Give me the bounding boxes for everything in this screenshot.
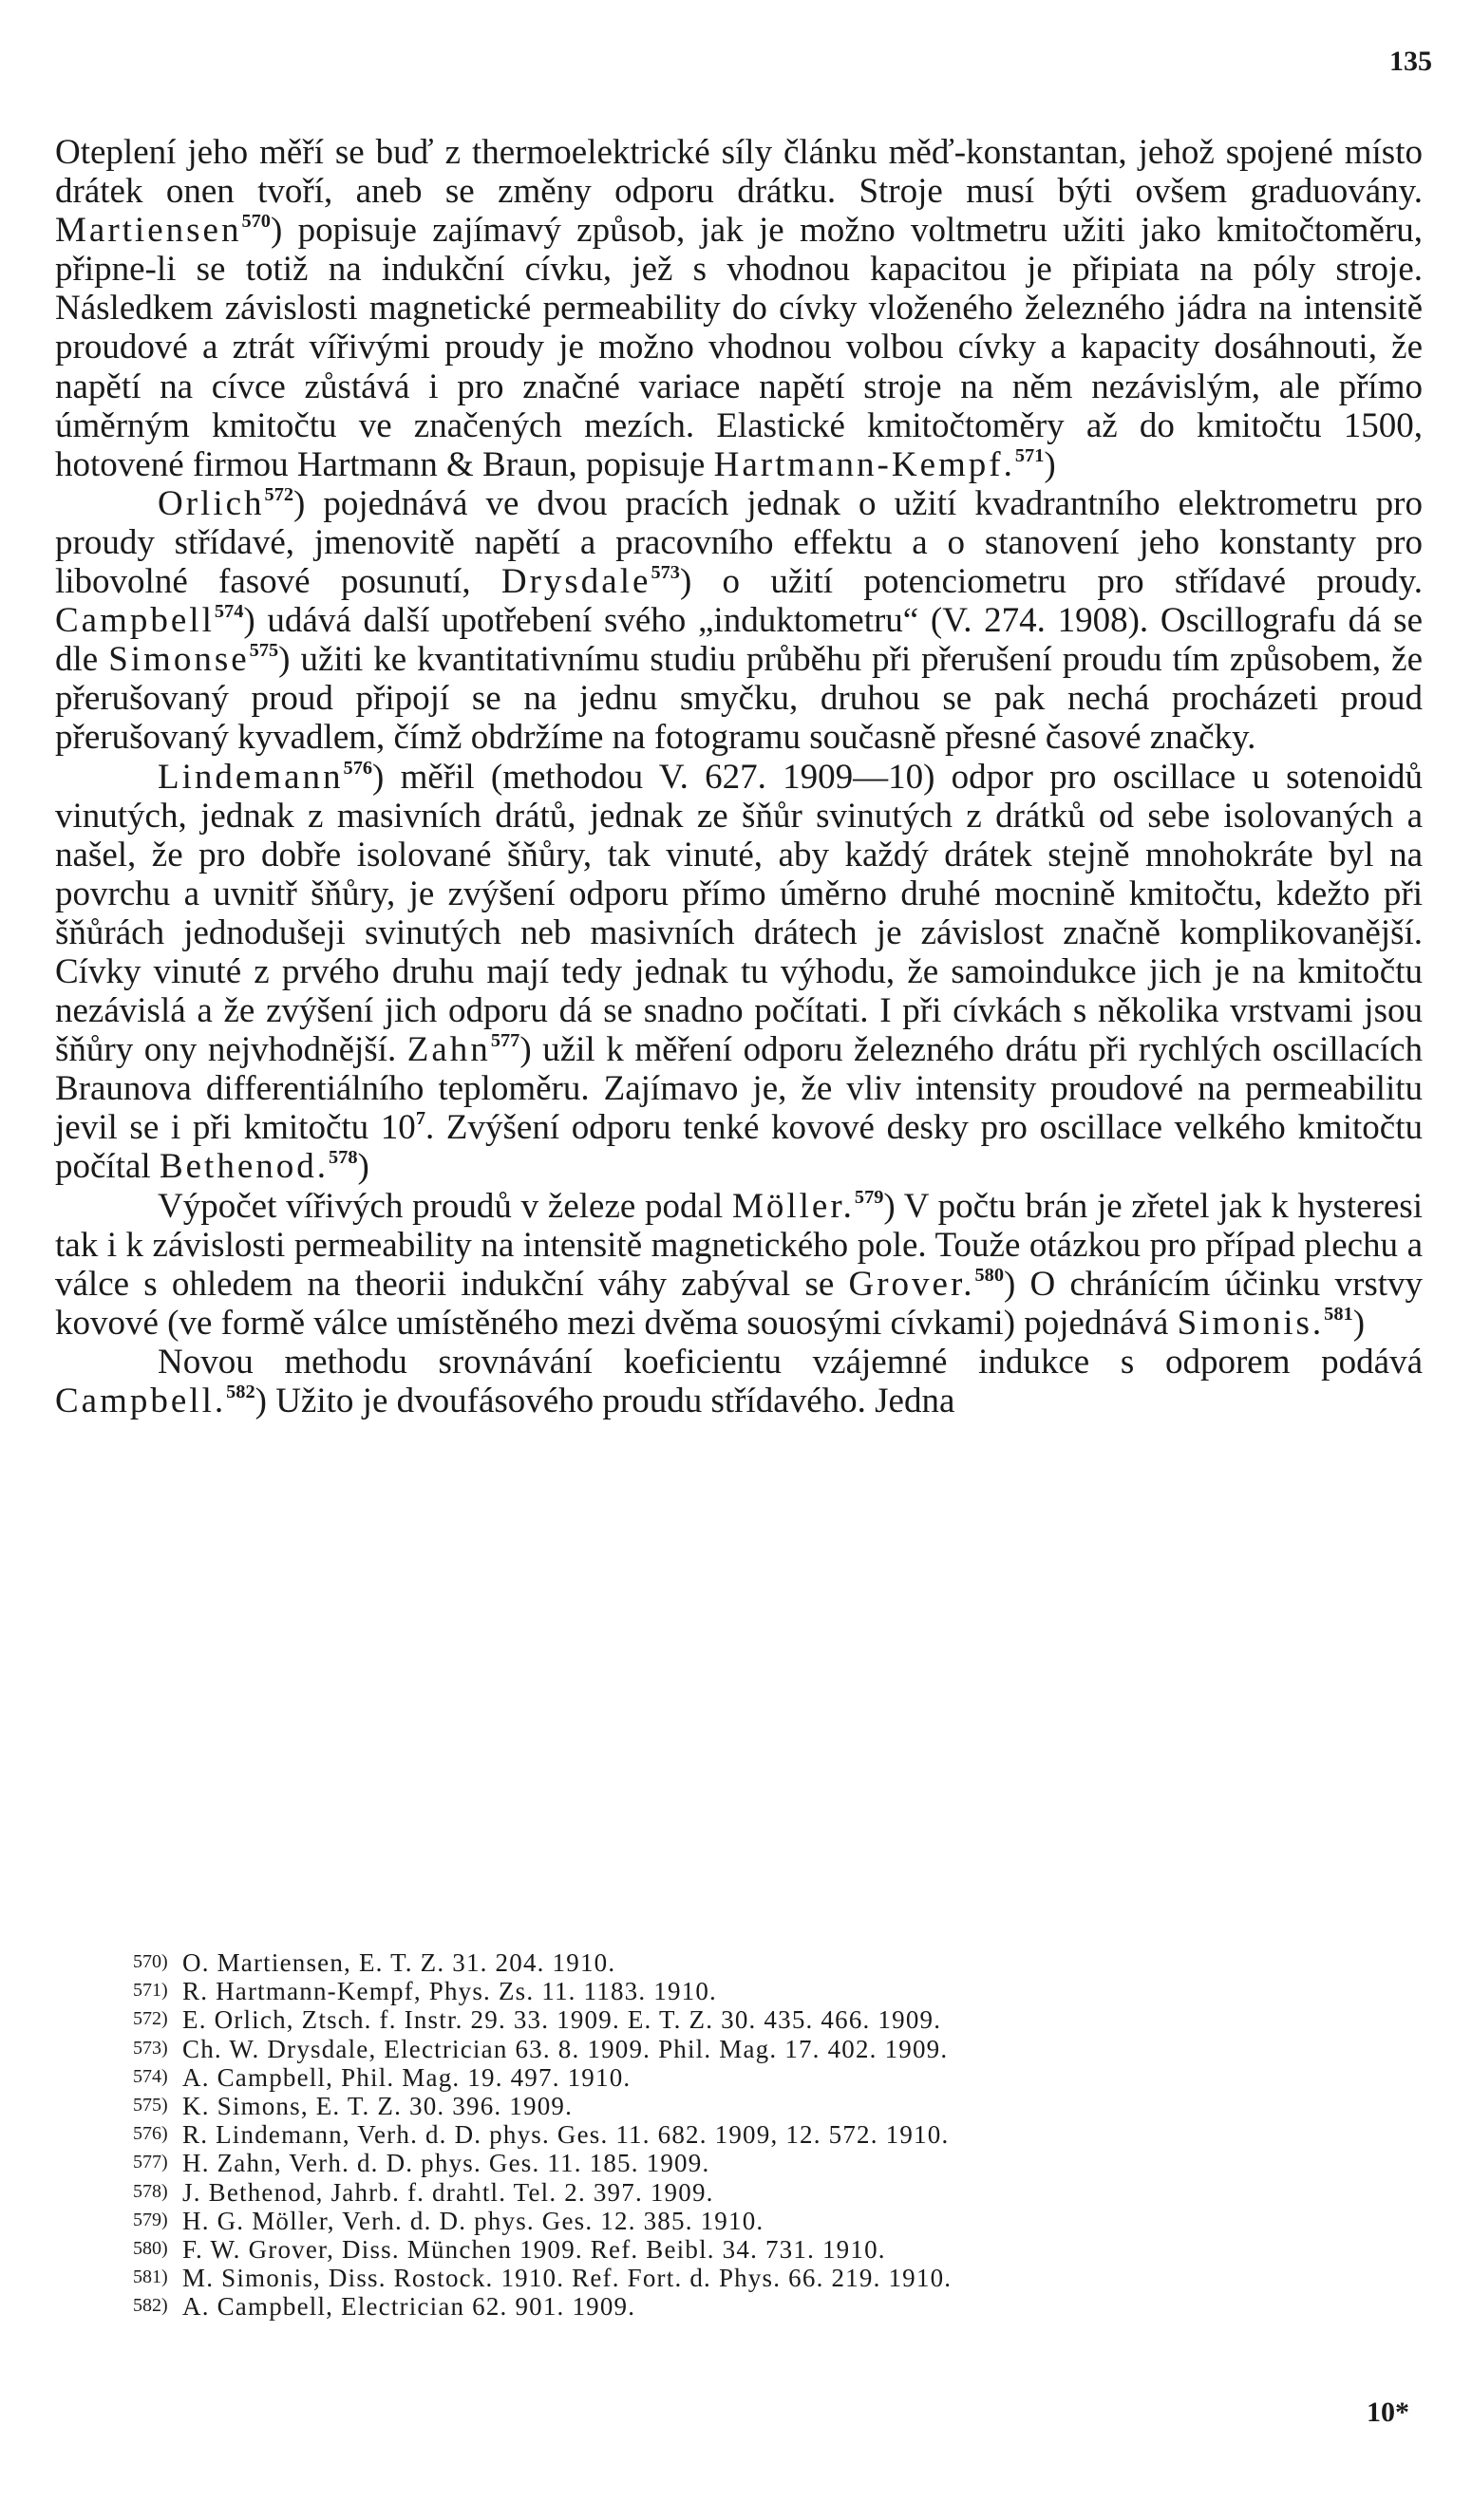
footnote	[133, 2292, 1425, 2321]
footnote-text: A. Campbell, Electrician 62. 901. 1909.	[182, 2292, 636, 2322]
footnote	[133, 2235, 1425, 2264]
footnote-ref: 581	[1324, 1303, 1353, 1325]
author-name: Drysdale	[500, 562, 651, 602]
text-run: ) popisuje zajímavý způsob, jak je možno voltmetru užiti jako kmitočtoměru, připne-li se totiž na indukční cívku, jež s vhodnou kapacitou je připiata na póly stroje. Následkem závislosti magnetické permeability do cívky vloženého železného jádra na intensitě proudové a ztrát vířivými proudy je možno vhodnou volbou cívky a kapacity dosáhnouti, že napětí na cívce zůstává i pro značné variace napětí stroje na něm nezávislým, ale přímo úměrným kmitočtu ve značených mezích. Elastické kmitočtoměry až do kmitočtu 1500, hotovené firmou Hartmann & Braun, popisuje	[55, 211, 1423, 484]
footnote	[133, 2063, 1425, 2092]
author-name: Grover.	[848, 1264, 975, 1304]
footnote-ref: 579	[854, 1186, 884, 1208]
footnote	[133, 2149, 1425, 2177]
author-name: Simonis.	[1177, 1303, 1325, 1343]
footnote-text: J. Bethenod, Jahrb. f. drahtl. Tel. 2. 397. 1909.	[182, 2177, 714, 2207]
footnote	[133, 2005, 1425, 2034]
text-run: ) Užito je dvoufásového proudu střídavého. Jedna	[255, 1382, 955, 1420]
footnote-text: O. Martiensen, E. T. Z. 31. 204. 1910.	[182, 1948, 616, 1977]
footnote-number: 572)	[133, 2008, 168, 2030]
footnote-number: 571)	[133, 1980, 168, 2002]
footnote-number: 570)	[133, 1951, 168, 1972]
text-run: ) užil k měření odporu železného drátu při rychlých oscillacích Braunova differentiálního teploměru. Zajímavo je, že vliv intensity proudové na permeabilitu jevil se i při kmitočtu 10	[55, 1030, 1423, 1148]
text-run: ) udává další upotřebení svého „induktometru“ (V. 274. 1908). Oscillografu dá se dle	[55, 601, 1423, 680]
footnote-text: K. Simons, E. T. Z. 30. 396. 1909.	[182, 2092, 574, 2121]
text-run: Novou methodu srovnávání koeficientu vzájemné indukce s odporem podává	[158, 1342, 1423, 1382]
footnote-number: 576)	[133, 2123, 168, 2145]
text-run: ) užiti ke kvantitativnímu studiu průběhu při přerušení proudu tím způsobem, že přerušovaný proud připojí se na jednu smyčku, druhou se pak nechá procházeti proud přerušovaný kyvadlem, čímž obdržíme na fotogramu současně přesné časové značky.	[55, 640, 1423, 758]
footnote	[133, 2035, 1425, 2063]
text-run: )	[1352, 1303, 1366, 1343]
footnote-ref: 573	[651, 561, 680, 583]
author-name: Zahn	[406, 1030, 491, 1070]
footnote-text: R. Hartmann-Kempf, Phys. Zs. 11. 1183. 1910.	[182, 1977, 718, 2006]
text-run: ) o užití potenciometru pro střídavé proudy.	[679, 562, 1423, 602]
author-name: Campbell.	[55, 1382, 227, 1420]
footnote	[133, 1977, 1425, 2005]
footnote-text: R. Lindemann, Verh. d. D. phys. Ges. 11. 682. 1909, 12. 572. 1910.	[182, 2120, 950, 2150]
footnote-number: 582)	[133, 2295, 168, 2317]
text-run: ) V počtu brán je zřetel jak k hysteresi tak i k závislosti permeability na intensitě magnetického pole. Touže otázkou pro případ plechu a válce s ohledem na theorii indukční váhy zabýval se	[55, 1186, 1423, 1304]
author-name: Hartmann-Kempf.	[713, 444, 1015, 484]
paragraph	[55, 1187, 1423, 1343]
author-name: Simonse	[108, 640, 250, 680]
footnote	[133, 2120, 1425, 2149]
footnote-text: E. Orlich, Ztsch. f. Instr. 29. 33. 1909. E. T. Z. 30. 435. 466. 1909.	[182, 2005, 942, 2035]
paragraph	[55, 133, 1423, 484]
footnote-number: 574)	[133, 2065, 168, 2087]
footnote-text: H. G. Möller, Verh. d. D. phys. Ges. 12. 385. 1910.	[182, 2206, 764, 2235]
footnote-number: 578)	[133, 2180, 168, 2202]
footnote-text: A. Campbell, Phil. Mag. 19. 497. 1910.	[182, 2062, 632, 2092]
footnote-text: M. Simonis, Diss. Rostock. 1910. Ref. Fort. d. Phys. 66. 219. 1910.	[182, 2264, 953, 2293]
footnote	[133, 1948, 1425, 1977]
author-name: Möller.	[731, 1186, 855, 1226]
footnote-ref: 577	[490, 1029, 520, 1051]
footnote-ref: 578	[329, 1147, 358, 1169]
footnote-ref: 571	[1014, 444, 1045, 466]
footnote-ref: 575	[249, 639, 279, 661]
author-name: Martiensen	[55, 211, 242, 251]
paragraph	[55, 1343, 1423, 1420]
footnote-number: 575)	[133, 2095, 168, 2116]
footnote	[133, 2207, 1425, 2235]
paragraph	[55, 484, 1423, 758]
text-run: ) měřil (methodou V. 627. 1909—10) odpor pro oscillace u sotenoidů vinutých, jednak z masivních drátů, jednak ze šňůr svinutých z drátků od sebe isolovaných a našel, že pro dobře isolované šňůry, tak vinuté, aby každý drátek stejně mnohokráte byl na povrchu a uvnitř šňůry, je zvýšení odporu přímo úměrno druhé mocnině kmitočtu, kdežto při šňůrách jednodušeji svinutých neb masivních drátech je závislost značně komplikovanější. Cívky vinuté z prvého druhu mají tedy jednak tu výhodu, že samoindukce jich je na kmitočtu nezávislá a že zvýšení jich odporu dá se snadno počítati. I při cívkách s několika vrstvami jsou šňůry ony nejvhodnější.	[55, 757, 1423, 1070]
text-run: . Zvýšení odporu tenké kovové desky pro oscillace velkého kmitočtu počítal	[55, 1108, 1423, 1187]
footnote-ref: 582	[226, 1381, 255, 1402]
text-run: ) pojednává ve dvou pracích jednak o užití kvadrantního elektrometru pro proudy střídavé, jmenovitě napětí a pracovního effektu a o stanovení jeho konstanty pro libovolné fasové posunutí,	[55, 483, 1423, 602]
footnote-number: 573)	[133, 2037, 168, 2059]
sheet-signature: 10*	[1367, 2397, 1409, 2428]
author-name: Lindemann	[158, 757, 344, 797]
footnote-ref: 580	[974, 1264, 1004, 1286]
body-text	[55, 133, 1423, 1420]
page-number: 135	[1389, 46, 1432, 77]
footnote-number: 580)	[133, 2238, 168, 2260]
author-name: Campbell	[55, 601, 215, 641]
footnote	[133, 2092, 1425, 2120]
footnote-ref: 7	[415, 1108, 425, 1130]
text-run: Výpočet vířivých proudů v železe podal	[158, 1186, 732, 1226]
text-run: )	[357, 1147, 369, 1187]
footnotes	[133, 1948, 1425, 2322]
footnote-ref: 572	[264, 483, 294, 505]
footnote-number: 581)	[133, 2266, 168, 2288]
text-run: Oteplení jeho měří se buď z thermoelektrické síly článku měď-konstantan, jehož spojené místo drátek onen tvoří, aneb se změny odporu drátku. Stroje musí býti ovšem graduovány.	[55, 133, 1423, 212]
footnote-text: F. W. Grover, Diss. München 1909. Ref. Beibl. 34. 731. 1910.	[182, 2235, 886, 2265]
text-run: )	[1044, 444, 1056, 484]
footnote-ref: 570	[241, 210, 271, 232]
footnote-text: Ch. W. Drysdale, Electrician 63. 8. 1909. Phil. Mag. 17. 402. 1909.	[182, 2034, 949, 2063]
footnote-ref: 574	[214, 600, 244, 622]
footnote-text: H. Zahn, Verh. d. D. phys. Ges. 11. 185. 1909.	[182, 2149, 710, 2178]
text-run: ) O chránícím účinku vrstvy kovové (ve formě válce umístěného mezi dvěma souosými cívkami) pojednává	[55, 1264, 1423, 1343]
paragraph	[55, 758, 1423, 1187]
footnote	[133, 2178, 1425, 2207]
footnote-number: 579)	[133, 2209, 168, 2230]
footnote-ref: 576	[343, 757, 373, 779]
footnote	[133, 2264, 1425, 2292]
footnote-number: 577)	[133, 2152, 168, 2173]
author-name: Orlich	[158, 483, 265, 523]
author-name: Bethenod.	[159, 1147, 329, 1187]
